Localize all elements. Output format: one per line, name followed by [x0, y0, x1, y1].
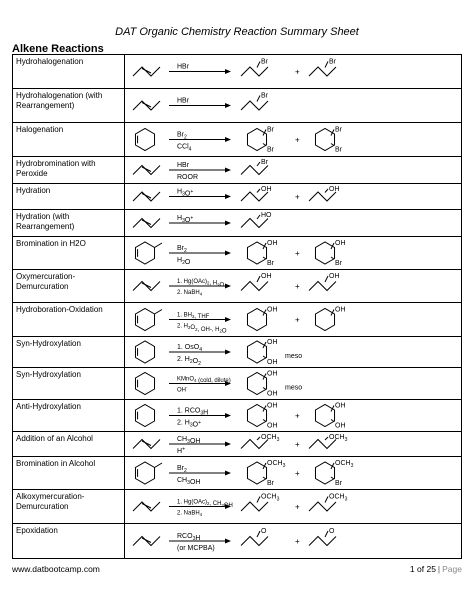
- reaction-row-hydroboration-oxidation: [13, 303, 462, 337]
- product-chain: [241, 166, 268, 175]
- product-ring: [247, 341, 266, 363]
- reagent-above: $Br_2$: [177, 465, 187, 474]
- reaction-name: Halogenation: [13, 123, 125, 157]
- reagent-below: 2. $H_3O^+$: [177, 419, 202, 429]
- document-title: DAT Organic Chemistry Reaction Summary Sheet: [115, 26, 359, 38]
- product-chain: [309, 192, 336, 201]
- reaction-diagram: [125, 337, 470, 367]
- reaction-name: Anti-Hydroxylation: [13, 400, 125, 432]
- reaction-row-oxymercuration-demurcuration: [13, 270, 462, 303]
- reagent-below: $CH_3OH$: [177, 477, 201, 486]
- product-ring: [247, 405, 266, 427]
- reagent-below: 2. NaBH$_4$: [177, 290, 203, 297]
- reactant-ring: [135, 309, 154, 331]
- substituent-bond: [263, 420, 266, 422]
- double-bond: [142, 283, 151, 288]
- reagent-below: 2. $H_2O_2$, OH-, $H_2O$: [177, 323, 227, 335]
- substituent-bond: [257, 215, 260, 219]
- reactant-ring: [135, 341, 154, 363]
- reagent-below: ROOR: [177, 174, 198, 181]
- reaction-name: Bromination in H2O: [13, 237, 125, 270]
- plus-sign: +: [295, 282, 300, 291]
- methyl-substituent: [155, 310, 163, 315]
- substituent-bond: [257, 62, 260, 68]
- reaction-diagram: [125, 368, 470, 399]
- substituent-bond: [325, 437, 328, 440]
- reaction-row-anti-hydroxylation: [13, 400, 462, 432]
- product-ring: [315, 129, 334, 151]
- reaction-name: Addition of an Alcohol: [13, 432, 125, 457]
- reagent-above: $RCO_3H$: [177, 533, 201, 542]
- reagent-above: 1. OsO$_4$: [177, 344, 202, 353]
- reactant-chain: [133, 101, 160, 110]
- product-chain: [241, 502, 268, 511]
- product-label: Br: [335, 126, 342, 134]
- double-bond: [142, 504, 151, 509]
- arrow-head-icon: [225, 442, 231, 447]
- reaction-scheme: [125, 368, 462, 400]
- product-label: OH: [335, 240, 346, 247]
- reagent-above: $Br_2$: [177, 245, 187, 254]
- reagent-below: $H_2O$: [177, 257, 191, 266]
- reaction-table: [12, 54, 462, 559]
- product-chain: [241, 219, 268, 228]
- substituent-bond: [257, 531, 260, 537]
- reagent-below: CCl$_4$: [177, 143, 192, 153]
- reaction-row-bromination-in-h2o: [13, 237, 462, 270]
- reaction-row-halogenation: [13, 123, 462, 157]
- product-label: OH: [267, 306, 278, 314]
- substituent-bond: [263, 356, 266, 358]
- product-label: Br: [267, 126, 274, 134]
- arrow-head-icon: [225, 103, 231, 108]
- arrow-head-icon: [225, 168, 231, 173]
- reagent-below: OH-: [177, 385, 188, 394]
- reaction-scheme: [125, 237, 462, 270]
- plus-sign: +: [295, 502, 300, 512]
- reaction-scheme: [125, 490, 462, 524]
- product-label: Br: [335, 480, 342, 487]
- product-label: Br: [261, 159, 268, 166]
- substituent-bond: [257, 189, 260, 193]
- product-label: $OCH_3$: [261, 434, 280, 443]
- plus-sign: +: [295, 192, 300, 202]
- reaction-scheme: [125, 55, 462, 89]
- reaction-row-syn-hydroxylation: [13, 368, 462, 400]
- substituent-bond: [331, 144, 334, 146]
- product-ring: [315, 242, 334, 264]
- reactant-ring: [135, 373, 154, 395]
- product-ring: [247, 129, 266, 151]
- reactant-chain: [133, 192, 160, 201]
- stereo-note: meso: [285, 353, 303, 360]
- product-chain: [241, 282, 268, 291]
- reaction-diagram: [125, 157, 470, 183]
- reaction-name: Syn-Hydroxylation: [13, 368, 125, 400]
- reactant-chain: [133, 166, 160, 175]
- reaction-name: Hydration (with Rearrangement): [13, 210, 125, 237]
- arrow-head-icon: [225, 413, 231, 418]
- reaction-diagram: [125, 89, 470, 122]
- product-label: OH: [329, 273, 340, 280]
- arrow-head-icon: [225, 317, 231, 322]
- product-label: Br: [329, 58, 336, 66]
- reaction-name: Oxymercuration-Demurcuration: [13, 270, 125, 303]
- double-bond: [142, 194, 151, 199]
- reaction-scheme: [125, 457, 462, 490]
- reaction-row-bromination-in-alcohol: [13, 457, 462, 490]
- product-label: $OCH_3$: [261, 493, 280, 503]
- product-ring: [247, 242, 266, 264]
- product-ring: [315, 405, 334, 427]
- arrow-head-icon: [225, 194, 231, 199]
- substituent-bond: [257, 437, 260, 440]
- substituent-bond: [325, 189, 328, 193]
- plus-sign: +: [295, 469, 300, 478]
- reaction-diagram: [125, 432, 470, 456]
- product-label: Br: [335, 146, 342, 154]
- reaction-scheme: [125, 337, 462, 368]
- product-label: $OCH_3$: [329, 493, 348, 503]
- reagent-above: $CH_3OH$: [177, 436, 201, 445]
- reaction-name: Epoxidation: [13, 524, 125, 559]
- plus-sign: +: [295, 249, 300, 258]
- stereo-note: meso: [285, 384, 303, 392]
- page-separator: |: [437, 564, 441, 574]
- footer-page-number: [410, 564, 462, 574]
- reagent-above: 1. $Hg(OAc)_2$, $H_2O$: [177, 279, 225, 289]
- arrow-head-icon: [225, 137, 231, 142]
- reagent-below: H+: [177, 446, 186, 455]
- substituent-bond: [263, 388, 266, 390]
- product-chain: [309, 537, 336, 546]
- reaction-diagram: [125, 123, 470, 156]
- plus-sign: +: [295, 411, 300, 421]
- reaction-name: Syn-Hydroxylation: [13, 337, 125, 368]
- reaction-name: Bromination in Alcohol: [13, 457, 125, 490]
- reaction-diagram: [125, 303, 470, 336]
- substituent-bond: [257, 96, 260, 102]
- product-label: OH: [335, 422, 346, 430]
- product-label: O: [329, 528, 335, 535]
- plus-sign: +: [295, 135, 300, 145]
- substituent-bond: [257, 497, 260, 503]
- reagent-below: (or MCPBA): [177, 545, 215, 552]
- reagent-above: $H_3O^+$: [177, 215, 194, 224]
- plus-sign: +: [295, 440, 300, 449]
- reaction-diagram: [125, 237, 470, 269]
- reactant-ring: [135, 129, 154, 151]
- substituent-bond: [257, 162, 260, 166]
- double-bond: [142, 103, 151, 108]
- product-label: OH: [267, 402, 278, 410]
- product-label: O: [261, 528, 267, 535]
- product-chain: [309, 502, 336, 511]
- product-label: Br: [267, 480, 274, 487]
- product-chain: [241, 67, 268, 76]
- reaction-row-hydrobromination-with-peroxide: [13, 157, 462, 184]
- page-count: 1 of 25: [409, 564, 436, 574]
- methyl-substituent: [155, 243, 163, 248]
- reaction-diagram: [125, 457, 470, 489]
- product-label: $OCH_3$: [335, 460, 354, 469]
- reactant-chain: [133, 282, 160, 291]
- arrow-head-icon: [225, 284, 231, 289]
- product-chain: [309, 282, 336, 291]
- substituent-bond: [325, 531, 328, 537]
- section-heading: Alkene Reactions: [12, 43, 104, 55]
- reaction-row-hydration: [13, 184, 462, 210]
- product-ring: [247, 373, 266, 395]
- product-label: OH: [267, 422, 278, 430]
- product-chain: [241, 101, 268, 110]
- substituent-bond: [331, 420, 334, 422]
- product-chain: [309, 67, 336, 76]
- arrow-head-icon: [225, 69, 231, 74]
- reaction-scheme: [125, 157, 462, 184]
- double-bond: [142, 69, 151, 74]
- substituent-bond: [325, 62, 328, 68]
- methyl-substituent: [155, 463, 163, 468]
- reaction-row-hydration-with-rearrangement: [13, 210, 462, 237]
- reaction-scheme: [125, 89, 462, 123]
- product-label: OH: [261, 273, 272, 280]
- reactant-chain: [133, 440, 160, 449]
- product-ring: [247, 309, 266, 331]
- product-label: HO: [261, 212, 272, 219]
- substituent-bond: [263, 477, 266, 479]
- product-chain: [241, 192, 268, 201]
- reactant-ring: [135, 405, 154, 427]
- reagent-above: HBr: [177, 63, 190, 71]
- page-word: Page: [442, 564, 462, 574]
- double-bond: [142, 441, 151, 446]
- product-label: Br: [261, 92, 268, 100]
- arrow-head-icon: [225, 539, 231, 544]
- product-ring: [247, 462, 266, 484]
- reaction-name: Hydroboration-Oxidation: [13, 303, 125, 337]
- reactant-chain: [133, 502, 160, 511]
- double-bond: [142, 538, 151, 543]
- product-label: OH: [267, 359, 278, 366]
- product-chain: [241, 537, 268, 546]
- reaction-diagram: [125, 270, 470, 302]
- arrow-head-icon: [225, 350, 231, 355]
- reaction-name: Hydrobromination with Peroxide: [13, 157, 125, 184]
- reaction-scheme: [125, 432, 462, 457]
- reaction-scheme: [125, 123, 462, 157]
- substituent-bond: [257, 276, 260, 282]
- reagent-above: HBr: [177, 162, 190, 169]
- product-label: OH: [267, 390, 278, 398]
- plus-sign: +: [295, 315, 300, 325]
- product-label: OH: [267, 339, 278, 346]
- reaction-row-alkoxymercuration-demurcuration: [13, 490, 462, 524]
- reactant-chain: [133, 219, 160, 228]
- reagent-above: HBr: [177, 97, 190, 105]
- product-label: Br: [267, 260, 274, 267]
- reaction-row-hydrohalogenation-with-rearrangement: [13, 89, 462, 123]
- product-label: Br: [261, 58, 268, 66]
- substituent-bond: [331, 477, 334, 479]
- reagent-above: 1. $RCO_3H$: [177, 407, 209, 417]
- product-label: Br: [267, 146, 274, 154]
- reaction-scheme: [125, 303, 462, 337]
- arrow-head-icon: [225, 251, 231, 256]
- reaction-name: Hydrohalogenation: [13, 55, 125, 89]
- reaction-diagram: [125, 210, 470, 236]
- reaction-name: Alkoxymercuration-Demurcuration: [13, 490, 125, 524]
- reaction-name: Hydrohalogenation (with Rearrangement): [13, 89, 125, 123]
- reaction-name: Hydration: [13, 184, 125, 210]
- arrow-head-icon: [225, 221, 231, 226]
- substituent-bond: [331, 257, 334, 259]
- reagent-above: $H_3O^+$: [177, 188, 194, 198]
- reagent-below: 2. NaBH$_4$: [177, 510, 203, 518]
- substituent-bond: [325, 276, 328, 282]
- reaction-row-addition-of-an-alcohol: [13, 432, 462, 457]
- product-label: OH: [267, 240, 278, 247]
- reaction-diagram: [125, 400, 470, 431]
- product-ring: [315, 309, 334, 331]
- product-label: OH: [335, 306, 346, 314]
- reactant-chain: [133, 67, 160, 76]
- product-label: OH: [267, 370, 278, 378]
- reaction-scheme: [125, 210, 462, 237]
- reaction-scheme: [125, 400, 462, 432]
- arrow-head-icon: [225, 471, 231, 476]
- reaction-scheme: [125, 184, 462, 210]
- reaction-scheme: [125, 270, 462, 303]
- footer-website-link[interactable]: www.datbootcamp.com: [12, 564, 100, 574]
- reaction-diagram: [125, 524, 470, 558]
- product-label: $OCH_3$: [329, 434, 348, 443]
- reaction-diagram: [125, 184, 470, 209]
- product-label: OH: [335, 402, 346, 410]
- substituent-bond: [325, 497, 328, 503]
- double-bond: [142, 220, 151, 225]
- reaction-row-hydrohalogenation: [13, 55, 462, 89]
- plus-sign: +: [295, 67, 300, 77]
- reaction-diagram: [125, 55, 470, 88]
- reaction-row-epoxidation: [13, 524, 462, 559]
- double-bond: [142, 167, 151, 172]
- reactant-chain: [133, 537, 160, 546]
- reagent-below: 2. $H_2O_2$: [177, 356, 201, 367]
- reagent-above: KMnO$_4$ (cold, dilute): [177, 376, 231, 385]
- product-label: Br: [335, 260, 342, 267]
- reaction-row-syn-hydroxylation: [13, 337, 462, 368]
- reagent-above: $Br_2$: [177, 131, 187, 141]
- product-ring: [315, 462, 334, 484]
- reaction-scheme: [125, 524, 462, 559]
- reactant-ring: [135, 462, 154, 484]
- reagent-above: 1. $BH_3$, THF: [177, 312, 210, 321]
- substituent-bond: [263, 257, 266, 259]
- substituent-bond: [263, 144, 266, 146]
- reaction-diagram: [125, 490, 470, 523]
- reactant-ring: [135, 242, 154, 264]
- reagent-above: 1. $Hg(OAc)_2$, $CH_3OH$: [177, 499, 233, 509]
- product-label: $OCH_3$: [267, 460, 286, 469]
- plus-sign: +: [295, 537, 300, 546]
- product-label: OH: [329, 186, 340, 193]
- product-label: OH: [261, 186, 272, 193]
